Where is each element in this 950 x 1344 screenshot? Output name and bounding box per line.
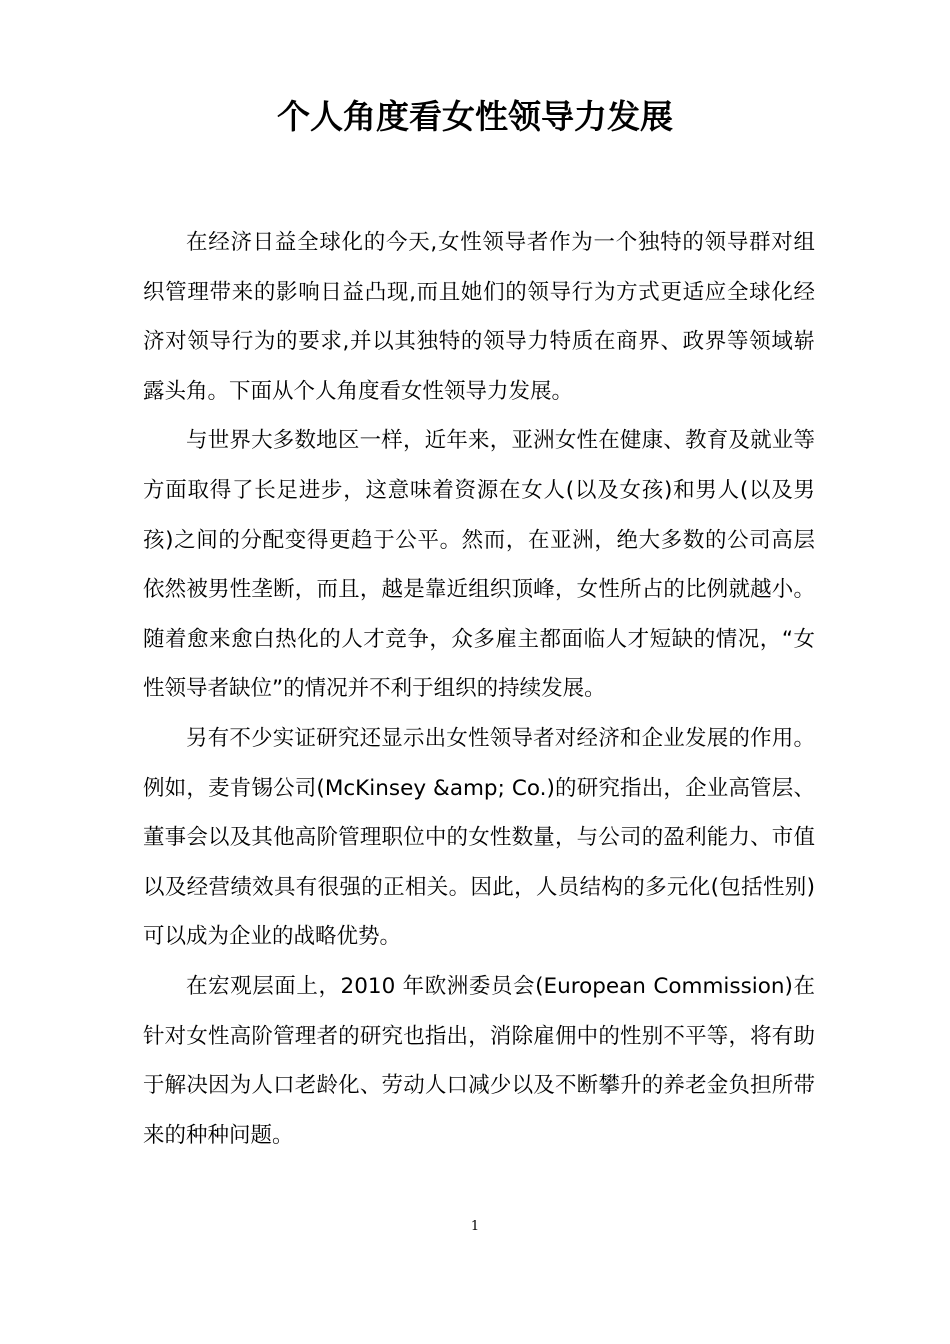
paragraph-4: 在宏观层面上，2010 年欧洲委员会(European Commission)在针对女性高阶管理者的研究也指出，消除雇佣中的性别不平等，将有助于解决因为人口老龄化、劳动人口减少以及不断攀升的养老金负担所带来的种种问题。	[143, 973, 815, 1148]
page-number: 1	[470, 1219, 480, 1234]
paragraph-3: 另有不少实证研究还显示出女性领导者对经济和企业发展的作用。例如，麦肯锡公司(McKinsey &amp; Co.)的研究指出，企业高管层、董事会以及其他高阶管理职位中的女性数量，与公司的盈利能力、市值以及经营绩效具有很强的正相关。因此，人员结构的多元化(包括性别)可以成为企业的战略优势。	[143, 725, 815, 950]
document-body	[143, 218, 815, 1160]
paragraph-1: 在经济日益全球化的今天,女性领导者作为一个独特的领导群对组织管理带来的影响日益凸现,而且她们的领导行为方式更适应全球化经济对领导行为的要求,并以其独特的领导力特质在商界、政界等领域崭露头角。下面从个人角度看女性领导力发展。	[143, 230, 815, 404]
document-title: 个人角度看女性领导力发展	[277, 97, 673, 136]
paragraph-2: 与世界大多数地区一样，近年来，亚洲女性在健康、教育及就业等方面取得了长足进步，这意味着资源在女人(以及女孩)和男人(以及男孩)之间的分配变得更趋于公平。然而，在亚洲，绝大多数的公司高层依然被男性垄断，而且，越是靠近组织顶峰，女性所占的比例就越小。随着愈来愈白热化的人才竞争，众多雇主都面临人才短缺的情况，“女性领导者缺位”的情况并不利于组织的持续发展。	[143, 428, 815, 702]
